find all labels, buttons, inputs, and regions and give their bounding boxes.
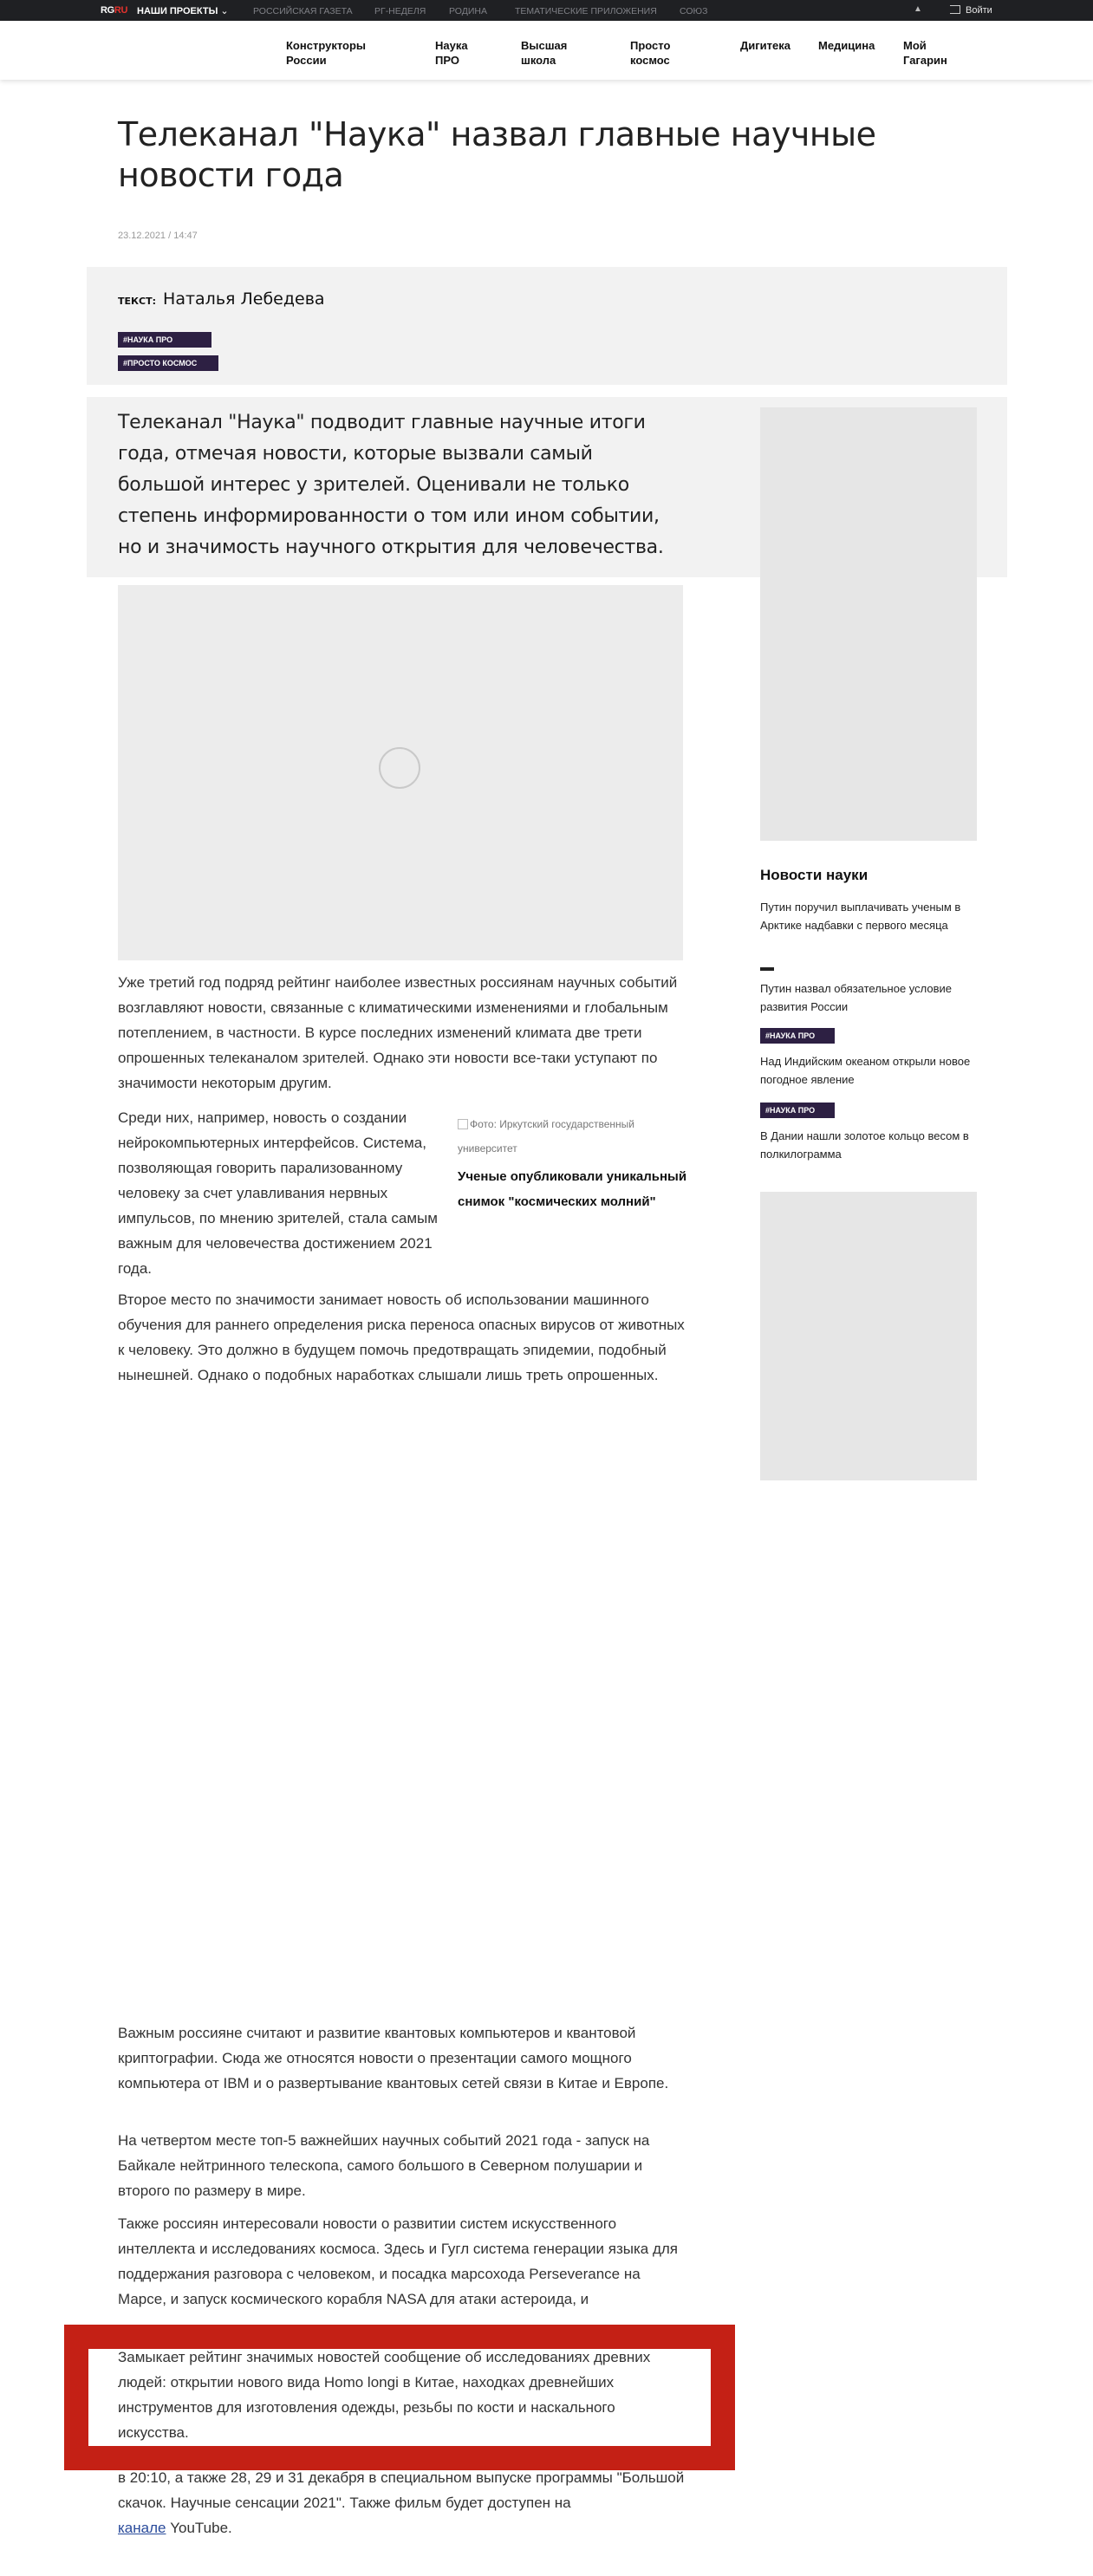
loading-spinner-icon	[379, 747, 420, 789]
main-nav	[0, 21, 1093, 80]
broken-image-icon	[458, 1119, 468, 1129]
paragraph: Также россиян интересовали новости о развитии систем искусственного интеллекта и исследованиях космоса. Здесь и Гугл система генерации языка для поддержания разговора с человеком, и посадка марсохода Perseverance на Марсе, и запуск космического корабля NASA для атаки астероида, и	[118, 2215, 679, 2307]
login-icon	[950, 5, 960, 14]
top-link-soyuz[interactable]: СОЮЗ	[680, 6, 708, 16]
nav-item-digiteka[interactable]: Дигитека	[740, 39, 790, 52]
nav-item-vysshaya-shkola[interactable]: Высшая школа	[521, 39, 568, 67]
author-block	[87, 267, 1007, 385]
sidebar-news-item[interactable]: Над Индийским океаном открыли новое погодное явление	[760, 1055, 971, 1086]
sidebar-news-item[interactable]: В Дании нашли золотое кольцо весом в полкилограмма	[760, 1129, 969, 1161]
related-inset[interactable]	[458, 1112, 692, 1214]
youtube-channel-link[interactable]: канале	[118, 2520, 166, 2536]
sidebar-tag-nauka-pro[interactable]: #НАУКА ПРО	[760, 1103, 835, 1118]
tag-prosto-kosmos[interactable]: #ПРОСТО КОСМОС	[118, 355, 218, 371]
sidebar-ad-placeholder	[760, 1192, 977, 1480]
chevron-down-icon: ⌄	[220, 6, 229, 16]
our-projects-menu[interactable]: НАШИ ПРОЕКТЫ ⌄	[137, 6, 229, 16]
top-link-supplements[interactable]: ТЕМАТИЧЕСКИЕ ПРИЛОЖЕНИЯ	[515, 6, 657, 16]
article-lead: Телеканал "Наука" подводит главные научные итоги года, отмечая новости, которые вызвали самый большой интерес у зрителей. Оценивали не только степень информированности о том или ином событии, но и значимость научного открытия для человечества.	[118, 412, 664, 558]
paragraph-partial: Смотрите подведение научных итогов года на телеканале "Наука" 27 декабря	[118, 2444, 654, 2461]
paragraph: Уже третий год подряд рейтинг наиболее известных россиянам научных событий возглавляют новости, связанные с климатическими изменениями и глобальным потеплением, в частности. В курсе последних изменений климата две трети опрошенных телеканалом зрителей. Однако эти новости все-таки уступают по значимости некоторым другим.	[118, 974, 678, 1091]
sidebar-heading: Новости науки	[760, 867, 869, 883]
paragraph: в 20:10, а также 28, 29 и 31 декабря в специальном выпуске программы "Большой скачок. Научные сенсации 2021". Также фильм будет доступен на канале YouTube.	[118, 2469, 685, 2536]
photo-caption: Фото: Иркутский государственный университет	[458, 1118, 635, 1155]
paragraph: Второе место по значимости занимает новость об использовании машинного обучения для раннего определения риска переноса опасных вирусов от животных к человеку. Это должно в будущем помочь предотвращать эпидемии, подобный нынешней. Однако о подобных наработках слышали лишь треть опрошенных.	[118, 1291, 685, 1383]
login-button[interactable]: Войти	[950, 4, 992, 16]
nav-item-konstruktory[interactable]: Конструкторы России	[286, 39, 367, 67]
sidebar-news-item[interactable]: Путин поручил выплачивать ученым в Арктике надбавки с первого месяца	[760, 901, 961, 932]
top-link-rodina[interactable]: РОДИНА	[449, 6, 487, 16]
sidebar-news-item[interactable]: Путин назвал обязательное условие развития России	[760, 982, 953, 1013]
rg-logo[interactable]: RGRU	[101, 5, 128, 16]
top-link-rg[interactable]: РОССИЙСКАЯ ГАЗЕТА	[253, 6, 353, 16]
tag-nauka-pro[interactable]: #НАУКА ПРО	[118, 332, 211, 348]
arrow-up-icon[interactable]: ▲	[914, 4, 922, 14]
paragraph: Важным россияне считают и развитие квантовых компьютеров и квантовой криптографии. Сюда же относятся новости о презентации самого мощного компьютера от IBM и о развертывание квантовых сетей связи в Китае и Европе.	[118, 2025, 669, 2091]
nav-item-moy-gagarin[interactable]: Мой Гагарин	[903, 39, 947, 67]
page-title: Телеканал "Наука" назвал главные научные новости года	[118, 115, 876, 194]
divider	[760, 967, 774, 971]
nav-item-prosto-kosmos[interactable]: Просто космос	[630, 39, 671, 67]
paragraph: Замыкает рейтинг значимых новостей сообщение об исследованиях древних людей: открытии нового вида Homo longi в Китае, находках древнейших инструментов для изготовления одежды, резьбы по кости и наскального искусства.	[118, 2349, 651, 2441]
paragraph: На четвертом месте топ-5 важнейших научных событий 2021 года - запуск на Байкале нейтринного телескопа, самого большого в Северном полушарии и второго по размеру в мире.	[118, 2132, 650, 2199]
author: ТЕКСТ: Наталья Лебедева	[118, 289, 325, 309]
related-article-title[interactable]: Ученые опубликовали уникальный снимок "космических молний"	[458, 1169, 687, 1209]
article-date: 23.12.2021 / 14:47	[118, 231, 198, 241]
top-link-rg-week[interactable]: РГ-НЕДЕЛЯ	[374, 6, 426, 16]
sidebar-tag-nauka-pro[interactable]: #НАУКА ПРО	[760, 1028, 835, 1044]
top-bar	[0, 0, 1093, 21]
nav-item-medicina[interactable]: Медицина	[818, 39, 875, 52]
sidebar-ad-placeholder	[760, 407, 977, 841]
paragraph: Среди них, например, новость о создании нейрокомпьютерных интерфейсов. Система, позволяющая говорить парализованному человеку за счет улавливания нервных импульсов, по мнению зрителей, стала самым важным для человечества достижением 2021 года.	[118, 1109, 438, 1277]
nav-item-nauka-pro[interactable]: Наука ПРО	[435, 39, 468, 67]
